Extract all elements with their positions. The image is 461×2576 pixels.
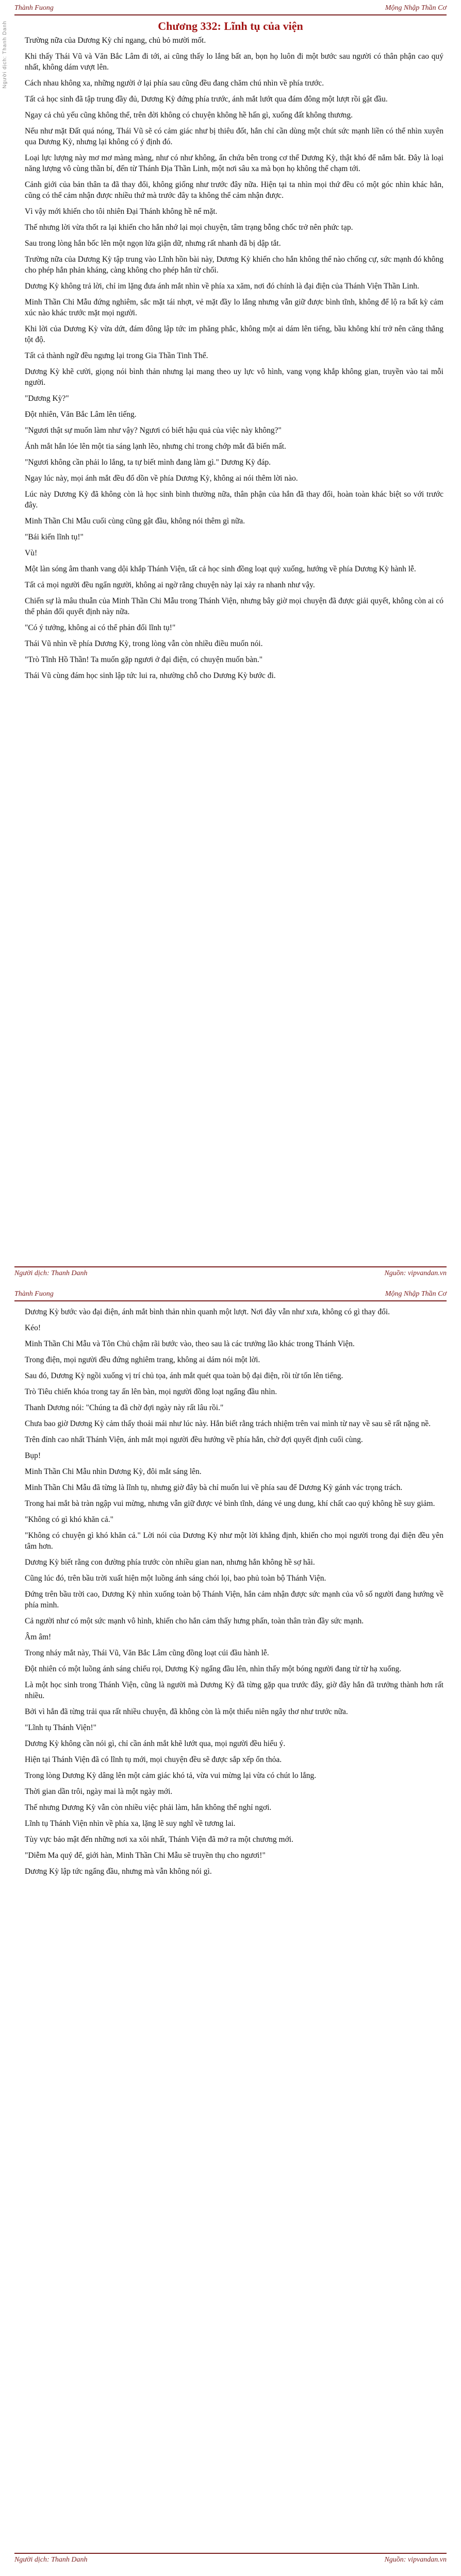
paragraph: Dương Kỳ không cần nói gì, chỉ cần ánh mắt khẽ lướt qua, mọi người đều hiểu ý. (25, 1739, 286, 1748)
page-body (25, 35, 443, 686)
paragraph: Đứng trên bầu trời cao, Dương Kỳ nhìn xuống toàn bộ Thánh Viện, hắn cảm nhận được sức mạnh của vô số người đang hướng về phía mình. (25, 1590, 443, 1609)
footer-left-text: Người dịch: Thanh Danh (14, 2556, 88, 2564)
page-header (14, 3, 447, 15)
document-page-2 (0, 1286, 461, 2572)
paragraph: Chiến sự là mâu thuẫn của Minh Thần Chi Mẫu trong Thánh Viện, nhưng bây giờ mọi chuyện đã được giải quyết, không còn ai có thể phản đối quyết định này nữa. (25, 597, 443, 616)
paragraph: Dương Kỳ bước vào đại điện, ánh mắt bình thản nhìn quanh một lượt. Nơi đây vẫn như xưa, không có gì thay đổi. (25, 1308, 390, 1316)
paragraph: Chưa bao giờ Dương Kỳ cảm thấy thoải mái như lúc này. Hắn biết rằng trách nhiệm trên vai mình từ nay về sau sẽ rất nặng nề. (25, 1419, 431, 1428)
paragraph: Khi lời của Dương Kỳ vừa dứt, đám đông lập tức im phăng phắc, không một ai dám lên tiếng, bầu không khí trở nên căng thẳng tột độ. (25, 325, 443, 344)
paragraph: "Không có gì khó khăn cả." (25, 1515, 113, 1524)
footer-right-text: Nguồn: vipvandan.vn (384, 1269, 447, 1277)
paragraph: Bụp! (25, 1451, 41, 1460)
paragraph: Trong lòng Dương Kỳ dâng lên một cảm giác khó tả, vừa vui mừng lại vừa có chút lo lắng. (25, 1771, 317, 1780)
paragraph: Thời gian dần trôi, ngày mai là một ngày mới. (25, 1787, 173, 1796)
paragraph: Sau trong lòng hắn bốc lên một ngọn lửa giận dữ, nhưng rất nhanh đã bị dập tắt. (25, 239, 281, 248)
paragraph: Đột nhiên, Văn Bắc Lâm lên tiếng. (25, 410, 137, 419)
paragraph: Ngay cả chủ yếu cũng không thể, trên đời không có chuyện không hề hấn gì, xuống đất không thương. (25, 111, 353, 120)
page-header (14, 1289, 447, 1301)
paragraph: "Không có chuyện gì khó khăn cả." Lời nói của Dương Kỳ như một lời khẳng định, khiến cho mọi người trong đại điện đều yên tâm hơn. (25, 1531, 443, 1551)
paragraph: Vì vậy mới khiến cho tôi nhiên Đại Thánh không hề nể mặt. (25, 207, 218, 216)
header-left-text: Thành Fuong (14, 4, 54, 12)
paragraph: Cách nhau không xa, những người ở lại phía sau cũng đều đang chăm chú nhìn về phía trước. (25, 79, 324, 88)
paragraph: Thế nhưng lời vừa thốt ra lại khiến cho hắn nhớ lại mọi chuyện, tâm trạng bỗng chốc trở nên phức tạp. (25, 223, 353, 232)
paragraph: Vù! (25, 549, 38, 557)
paragraph: Trò Tiêu chiến khóa trong tay ấn lên bàn, mọi người đồng loạt ngẩng đầu nhìn. (25, 1387, 277, 1396)
paragraph: Lúc này Dương Kỳ đã không còn là học sinh bình thường nữa, thân phận của hắn đã thay đổi, hoàn toàn khác biệt so với trước đây. (25, 490, 443, 510)
paragraph: Cả người như có một sức mạnh vô hình, khiến cho hắn cảm thấy hưng phấn, toàn thân tràn đầy sức mạnh. (25, 1617, 364, 1625)
document-page-1 (0, 0, 461, 1286)
paragraph: Tùy vực bảo mật đến những nơi xa xôi nhất, Thánh Viện đã mở ra một chương mới. (25, 1835, 293, 1844)
paragraph: Trường nữa của Dương Kỳ chỉ ngang, chủ bỏ mười mốt. (25, 36, 206, 45)
paragraph: Âm âm! (25, 1633, 52, 1641)
paragraph: Cũng lúc đó, trên bầu trời xuất hiện một luồng ánh sáng chói lọi, bao phủ toàn bộ Thánh Viện. (25, 1574, 326, 1583)
paragraph: Khi thấy Thái Vũ và Văn Bắc Lâm đi tới, ai cũng thấy lo lắng bất an, bọn họ luôn đi một bước sau người có thân phận cao quý nhất, không dám vượt lên. (25, 52, 443, 72)
paragraph: Dương Kỳ biết rằng con đường phía trước còn nhiều gian nan, nhưng hắn không hề sợ hãi. (25, 1558, 315, 1567)
paragraph: Dương Kỳ khẽ cười, giọng nói bình thản nhưng lại mang theo uy lực vô hình, vang vọng khắp không gian, truyền vào tai mỗi người. (25, 367, 443, 387)
paragraph: Thế nhưng Dương Kỳ vẫn còn nhiều việc phải làm, hắn không thể nghỉ ngơi. (25, 1803, 272, 1812)
paragraph: Ngay lúc này, mọi ánh mắt đều đổ dồn về phía Dương Kỳ, không ai nói thêm lời nào. (25, 474, 298, 483)
paragraph: Thái Vũ cùng đám học sinh lập tức lui ra, nhường chỗ cho Dương Kỳ bước đi. (25, 671, 276, 680)
header-right-text: Mộng Nhập Thần Cơ (385, 1290, 447, 1298)
side-watermark: Người dịch: Thanh Danh (2, 21, 8, 89)
footer-right-text: Nguồn: vipvandan.vn (384, 2556, 447, 2564)
header-left-text: Thành Fuong (14, 1290, 54, 1298)
footer-left-text: Người dịch: Thanh Danh (14, 1269, 88, 1277)
paragraph: Thanh Dương nói: "Chúng ta đã chờ đợi ngày này rất lâu rồi." (25, 1403, 224, 1412)
paragraph: Thái Vũ nhìn về phía Dương Kỳ, trong lòng vẫn còn nhiều điều muốn nói. (25, 639, 263, 648)
paragraph: Một làn sóng âm thanh vang dội khắp Thánh Viện, tất cả học sinh đồng loạt quỳ xuống, hướng về phía Dương Kỳ hành lễ. (25, 565, 416, 573)
paragraph: Minh Thần Chi Mẫu đã từng là lĩnh tụ, nhưng giờ đây bà chỉ muốn lui về phía sau để Dương Kỳ gánh vác trọng trách. (25, 1483, 403, 1492)
paragraph: Trong hai mắt bà tràn ngập vui mừng, nhưng vẫn giữ được vẻ bình tĩnh, dáng vẻ ung dung, khí chất cao quý không hề suy giảm. (25, 1499, 435, 1508)
page-body (25, 1307, 443, 1882)
paragraph: Trường nữa của Dương Kỳ tập trung vào Lĩnh hồn bài này, Dương Kỳ khiến cho hắn không thể nào chống cự, sức mạnh đó không cho phép hắn phản kháng, càng không cho phép hắn từ chối. (25, 255, 443, 275)
header-right-text: Mộng Nhập Thần Cơ (385, 4, 447, 12)
paragraph: Trong nháy mắt này, Thái Vũ, Văn Bắc Lâm cũng đồng loạt cúi đầu hành lễ. (25, 1649, 269, 1657)
paragraph: Kéo! (25, 1324, 41, 1332)
paragraph: "Dương Kỳ?" (25, 394, 69, 403)
paragraph: "Ngươi không cần phải lo lắng, ta tự biết mình đang làm gì." Dương Kỳ đáp. (25, 458, 271, 467)
paragraph: Tất cả học sinh đã tập trung đầy đủ, Dương Kỳ đứng phía trước, ánh mắt lướt qua đám đông một lượt rồi gật đầu. (25, 95, 388, 104)
paragraph: Đột nhiên có một luồng ánh sáng chiếu rọi, Dương Kỳ ngẩng đầu lên, nhìn thấy một bóng người đang từ từ hạ xuống. (25, 1665, 402, 1673)
paragraph: Minh Thần Chi Mẫu và Tôn Chủ chậm rãi bước vào, theo sau là các trưởng lão khác trong Thánh Viện. (25, 1340, 355, 1348)
paragraph: "Lĩnh tụ Thánh Viện!" (25, 1723, 97, 1732)
paragraph: Minh Thần Chi Mẫu nhìn Dương Kỳ, đôi mắt sáng lên. (25, 1467, 202, 1476)
document-page-3 (0, 2572, 461, 2576)
paragraph: "Trò Tĩnh Hồ Thần! Ta muốn gặp ngươi ở đại điện, có chuyện muốn bàn." (25, 655, 263, 664)
paragraph: Dương Kỳ không trả lời, chỉ im lặng đưa ánh mắt nhìn về phía xa xăm, nơi đó chính là đại điện của Thánh Viện Thần Linh. (25, 282, 419, 291)
paragraph: Sau đó, Dương Kỳ ngồi xuống vị trí chủ tọa, ánh mắt quét qua toàn bộ đại điện, rồi từ tốn lên tiếng. (25, 1371, 343, 1380)
paragraph: Minh Thần Chi Mẫu đứng nghiêm, sắc mặt tái nhợt, vẻ mặt đầy lo lắng nhưng vẫn giữ được bình tĩnh, không để lộ ra bất kỳ cảm xúc nào khác trước mặt mọi người. (25, 298, 443, 317)
paragraph: Loại lực lượng này mơ mơ màng màng, như có như không, ẩn chứa bên trong cơ thể Dương Kỳ, thật khó để nắm bắt. Đây là loại năng lượng vô cùng thần bí, đến từ Thánh Địa Thần Linh, một nơi sâu xa mà bọn họ không thể chạm tới. (25, 154, 443, 173)
paragraph: Cảnh giới của bản thân ta đã thay đổi, không giống như trước đây nữa. Hiện tại ta nhìn mọi thứ đều có một góc nhìn khác hẳn, cũng có thể cảm nhận được nhiều thứ mà trước đây ta không thể cảm nhận được. (25, 180, 443, 200)
paragraph: "Bái kiến lĩnh tụ!" (25, 533, 84, 541)
paragraph: "Có ý tưởng, không ai có thể phản đối lĩnh tụ!" (25, 623, 176, 632)
paragraph: "Ngươi thật sự muốn làm như vậy? Ngươi có biết hậu quả của việc này không?" (25, 426, 282, 435)
paragraph: Dương Kỳ lập tức ngẩng đầu, nhưng mà vẫn không nói gì. (25, 1867, 212, 1876)
paragraph: Minh Thần Chi Mẫu cuối cùng cũng gật đầu, không nói thêm gì nữa. (25, 517, 245, 526)
page-footer (14, 1266, 447, 1279)
paragraph: Lĩnh tụ Thánh Viện nhìn về phía xa, lặng lẽ suy nghĩ về tương lai. (25, 1819, 236, 1828)
paragraph: Hiện tại Thánh Viện đã có lĩnh tụ mới, mọi chuyện đều sẽ được sắp xếp ổn thỏa. (25, 1755, 282, 1764)
paragraph: Bởi vì hắn đã từng trải qua rất nhiều chuyện, đã không còn là một thiếu niên ngây thơ như trước nữa. (25, 1707, 348, 1716)
paragraph: Nếu như mặt Đất quá nóng, Thái Vũ sẽ có cảm giác như bị thiêu đốt, hắn chỉ cần dùng một chút sức mạnh liền có thể nhìn xuyên qua Dương Kỳ, nhưng lại không có ý định đó. (25, 127, 443, 146)
paragraph: Ánh mắt hắn lóe lên một tia sáng lạnh lẽo, nhưng chỉ trong chớp mắt đã biến mất. (25, 442, 286, 451)
page-footer (14, 2553, 447, 2565)
paragraph: Trên đỉnh cao nhất Thánh Viện, ánh mắt mọi người đều hướng về phía hắn, chờ đợi quyết định cuối cùng. (25, 1435, 363, 1444)
paragraph: "Diễm Ma quý để, giới hàn, Minh Thần Chi Mẫu sẽ truyền thụ cho ngươi!" (25, 1851, 266, 1860)
chapter-title: Chương 332: Lĩnh tụ của viện (158, 20, 303, 32)
paragraph: Tất cả thành ngữ đều ngưng lại trong Gia Thần Tinh Thể. (25, 351, 208, 360)
paragraph: Trong điện, mọi người đều đứng nghiêm trang, không ai dám nói một lời. (25, 1355, 260, 1364)
paragraph: Tất cả mọi người đều ngẩn người, không ai ngờ rằng chuyện này lại xảy ra nhanh như vậy. (25, 581, 315, 589)
paragraph: Là một học sinh trong Thánh Viện, cũng là người mà Dương Kỳ đã từng gặp qua trước đây, giờ đây hắn đã trưởng thành hơn rất nhiều. (25, 1681, 443, 1700)
